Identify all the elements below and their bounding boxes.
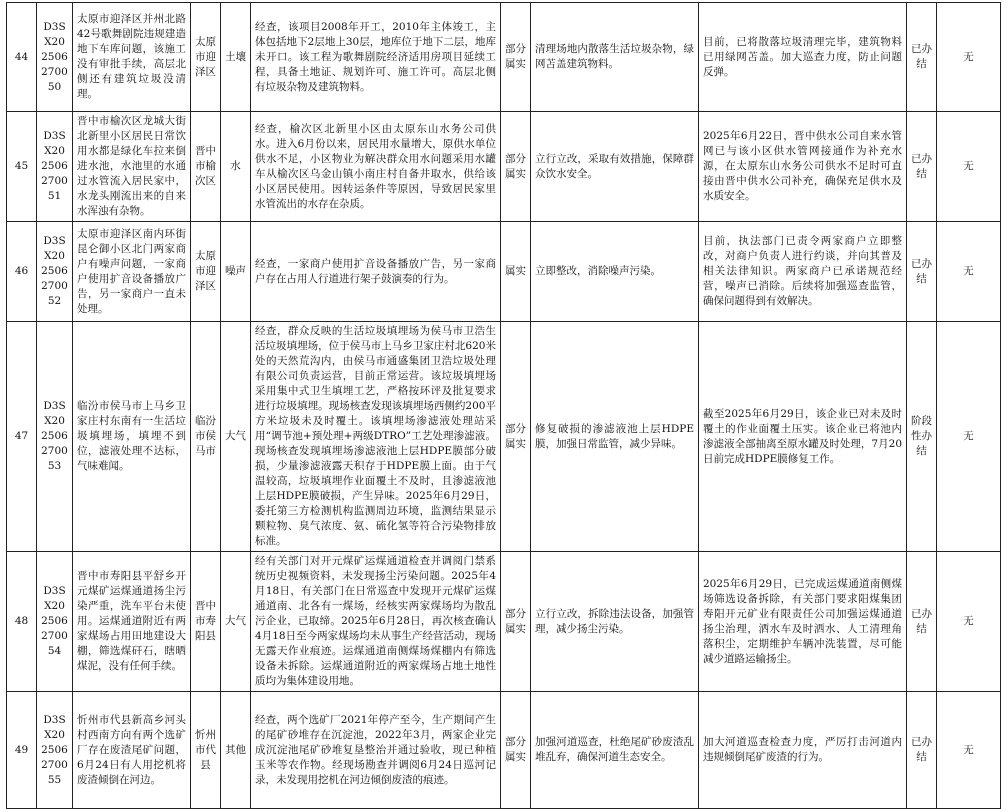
table-row — [7, 222, 1001, 322]
case-code: D3SX2025062700 50 — [37, 3, 73, 112]
truth-status: 属实 — [501, 222, 531, 322]
investigation-finding: 经查，群众反映的生活垃圾填埋场为侯马市卫浩生活垃圾填埋场，位于侯马市上马乡卫家庄村北620米处的天然荒沟内，由侯马市通盛集团卫浩垃圾处理有限公司负责运营，目前正常运营。该垃圾填埋场采用集中式卫生填埋工艺，严格按环评及批复要求进行垃圾填埋。现场核查发现该填埋场西侧约200平方米垃圾未及时覆土。该填埋场渗滤液处理站采用“调节池+预处理+两级DTRO”工艺处理渗滤液。现场核查发现填埋场渗滤液池上层HDPE膜部分破损，少量渗滤液露天积存于HDPE膜上面。由于气温较高，垃圾填埋作业面覆土不及时，且渗滤液池上层HDPE膜破损，产生异味。2025年6月29日，委托第三方检测机构监测周边环境，监测结果显示颗粒物、臭气浓度、氨、硫化氢等符合污染物排放标准。 — [251, 322, 501, 552]
row-number: 47 — [7, 322, 37, 552]
administrative-area: 晋中市榆次区 — [191, 112, 221, 222]
administrative-area: 太原市迎泽区 — [191, 3, 221, 112]
rectification-requirement: 立即整改，消除噪声污染。 — [531, 222, 699, 322]
reported-issue: 忻州市代县新高乡河头村西南方向有两个选矿厂存在废渣尾矿问题，6月24日有人用挖机将废渣倾倒在河边。 — [73, 692, 191, 809]
case-code: D3SX2025062700 51 — [37, 112, 73, 222]
pollution-type: 其他 — [221, 692, 251, 809]
investigation-finding: 经查，榆次区北新里小区由太原东山水务公司供水。进入6月份以来，居民用水量增大，原供水单位供水不足，小区物业为解决群众用水问题采用水罐车从榆次区乌金山镇小南庄村自备井取水，供给该小区居民使用。因转运条件等原因，导致居民家里水管流出的水存在杂质。 — [251, 112, 501, 222]
pollution-type: 水 — [221, 112, 251, 222]
completion-status: 已办结 — [907, 552, 937, 692]
reported-issue: 晋中市寿阳县平舒乡开元煤矿运煤通道扬尘污染严重，洗车平台未使用。运煤通道附近有两家煤场占用田地建设大棚，筛选煤矸石，瞎晒煤泥，没有任何手续。 — [73, 552, 191, 692]
accountability: 无 — [937, 552, 1001, 692]
pollution-type: 噪声 — [221, 222, 251, 322]
rectification-requirement: 清理场地内散落生活垃圾杂物，绿网苫盖建筑物料。 — [531, 3, 699, 112]
reported-issue: 临汾市侯马市上马乡卫家庄村东南有一生活垃圾填埋场，填埋不到位，滤液处理不达标，气味难闻。 — [73, 322, 191, 552]
handling-result: 加大河道巡查检查力度，严厉打击河道内违规倾倒尾矿废渣的行为。 — [699, 692, 907, 809]
table-row — [7, 552, 1001, 692]
administrative-area: 太原市迎泽区 — [191, 222, 221, 322]
handling-result: 2025年6月22日，晋中供水公司自来水管网已与该小区供水管网接通作为补充水源，在太原东山水务公司供水不足时可直接由晋中供水公司补充，确保充足供水及水质安全。 — [699, 112, 907, 222]
rectification-requirement: 立行立改，拆除违法设备，加强管理，减少扬尘污染。 — [531, 552, 699, 692]
truth-status: 部分属实 — [501, 692, 531, 809]
completion-status: 已办结 — [907, 222, 937, 322]
case-code: D3SX2025062700 54 — [37, 552, 73, 692]
administrative-area: 晋中市寿阳县 — [191, 552, 221, 692]
rectification-requirement: 立行立改，采取有效措施，保障群众饮水安全。 — [531, 112, 699, 222]
row-number: 49 — [7, 692, 37, 809]
row-number: 48 — [7, 552, 37, 692]
handling-result: 截至2025年6月29日，该企业已对未及时覆土的作业面覆土压实。该企业已将池内渗滤液全部抽离至原水罐及时处理，7月20日前完成HDPE膜修复工作。 — [699, 322, 907, 552]
handling-result: 2025年6月29日，已完成运煤通道南侧煤场筛选设备拆除，有关部门要求阳煤集团寿阳开元矿业有限责任公司加强运煤通道扬尘治理，洒水车及时洒水、人工清理角落积尘，定期维护车辆冲洗装置，尽可能减少道路运输扬尘。 — [699, 552, 907, 692]
row-number: 46 — [7, 222, 37, 322]
truth-status: 部分属实 — [501, 112, 531, 222]
row-number: 45 — [7, 112, 37, 222]
completion-status: 阶段性办结 — [907, 322, 937, 552]
investigation-finding: 经查，两个选矿厂2021年停产至今，生产期间产生的尾矿砂堆存在沉淀池，2022年3月，两家企业完成沉淀池尾矿砂堆复垦整治并通过验收，现已种植玉米等农作物。经现场勘查并调阅6月24日巡河记录，未发现用挖机在河边倾倒废渣的痕迹。 — [251, 692, 501, 809]
completion-status: 已办结 — [907, 692, 937, 809]
completion-status: 已办结 — [907, 112, 937, 222]
accountability: 无 — [937, 322, 1001, 552]
truth-status: 部分属实 — [501, 552, 531, 692]
case-code: D3SX2025062700 55 — [37, 692, 73, 809]
table-row — [7, 112, 1001, 222]
row-number: 44 — [7, 3, 37, 112]
case-table — [6, 2, 1001, 809]
truth-status: 部分属实 — [501, 3, 531, 112]
administrative-area: 忻州市代县 — [191, 692, 221, 809]
pollution-type: 大气 — [221, 322, 251, 552]
case-code: D3SX2025062700 52 — [37, 222, 73, 322]
handling-result: 目前，已将散落垃圾清理完毕，建筑物料已用绿网苫盖。加大巡查力度，防止问题反弹。 — [699, 3, 907, 112]
handling-result: 目前，执法部门已责令两家商户立即整改，对商户负责人进行约谈，并向其普及相关法律知识。两家商户已承诺规范经营，噪声已消除。后续将加强巡查监管，确保问题得到有效解决。 — [699, 222, 907, 322]
rectification-requirement: 加强河道巡查，杜绝尾矿砂废渣乱堆乱弃，确保河道生态安全。 — [531, 692, 699, 809]
table-row — [7, 322, 1001, 552]
pollution-type: 大气 — [221, 552, 251, 692]
table-row — [7, 692, 1001, 809]
case-code: D3SX2025062700 53 — [37, 322, 73, 552]
accountability: 无 — [937, 692, 1001, 809]
completion-status: 已办结 — [907, 3, 937, 112]
reported-issue: 太原市迎泽区并州北路42号歌舞剧院违规建造地下车库问题，该施工没有审批手续，高层北侧还有建筑垃圾没清理。 — [73, 3, 191, 112]
accountability: 无 — [937, 3, 1001, 112]
investigation-finding: 经查，该项目2008年开工，2010年主体竣工，主体包括地下2层地上30层，地库位于地下二层，地库未开口。该工程为歌舞剧院经济适用房项目延续工程，具备土地证、规划许可、施工许可。高层北侧有垃圾杂物及建筑物料。 — [251, 3, 501, 112]
accountability: 无 — [937, 222, 1001, 322]
accountability: 无 — [937, 112, 1001, 222]
administrative-area: 临汾市侯马市 — [191, 322, 221, 552]
investigation-finding: 经有关部门对开元煤矿运煤通道检查并调阅门禁系统历史视频资料，未发现扬尘污染问题。2025年4月18日，有关部门在日常巡查中发现开元煤矿运煤通道南、北各有一煤场，经核实两家煤场均为散乱污企业，已取缔。2025年6月28日，再次核查确认4月18日至今两家煤场均未从事生产经营活动，现场无露天作业痕迹。运煤通道南侧煤场煤棚内有筛选设备未拆除。运煤通道附近的两家煤场占地土地性质均为集体建设用地。 — [251, 552, 501, 692]
investigation-finding: 经查，一家商户使用扩音设备播放广告，另一家商户存在占用人行道进行架子鼓演奏的行为。 — [251, 222, 501, 322]
truth-status: 部分属实 — [501, 322, 531, 552]
pollution-type: 土壤 — [221, 3, 251, 112]
reported-issue: 太原市迎泽区南内环街昆仑御小区北门两家商户有噪声问题，一家商户使用扩音设备播放广告，另一家商户一直未处理。 — [73, 222, 191, 322]
table-row — [7, 3, 1001, 112]
rectification-requirement: 修复破损的渗滤液池上层HDPE膜，加强日常监管，减少异味。 — [531, 322, 699, 552]
reported-issue: 晋中市榆次区龙城大街北新里小区居民日常饮用水都是绿化车拉来倒进水池，水池里的水通过水管流入居民家中，水龙头刚流出来的自来水浑浊有杂物。 — [73, 112, 191, 222]
